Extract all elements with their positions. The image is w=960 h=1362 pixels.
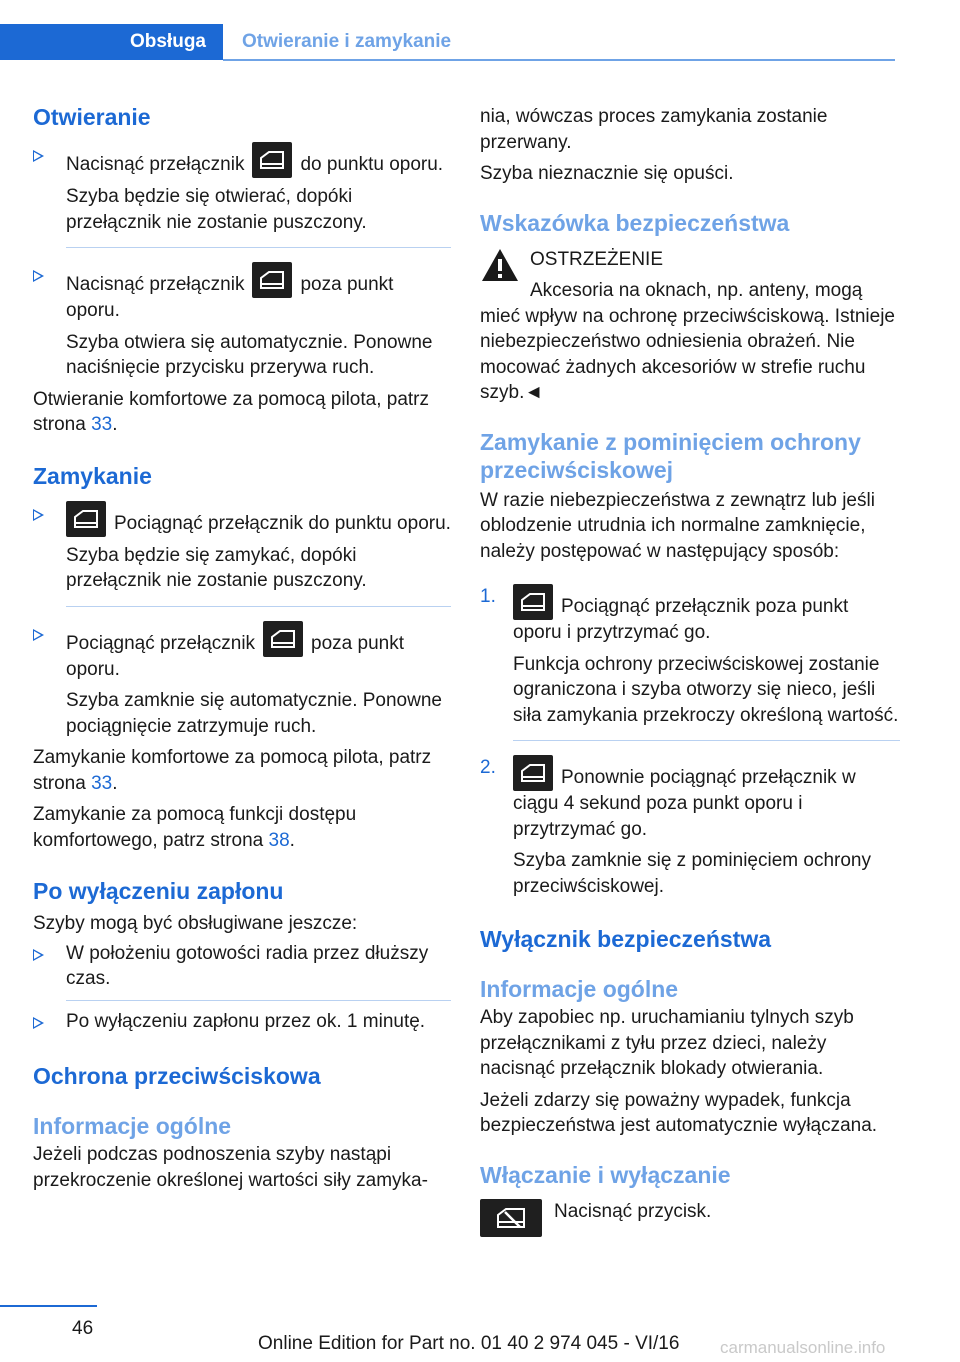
page-link-38[interactable]: 38 xyxy=(268,829,290,851)
footer-divider xyxy=(0,1305,97,1307)
section-title-ochrona: Ochrona przeciwściskowa xyxy=(33,1063,321,1089)
list-item: 2. Ponownie pociągnąć przełącznik w ciągu 4 sekund poza punkt oporu i przytrzymać go. Szyba zamknie się z pominięciem ochrony przeciwściskowej. xyxy=(480,757,871,897)
list-item: Pociągnąć przełącznik poza punkt oporu. Szyba zamknie się automatycznie. Ponowne pociągnięcie zatrzymuje ruch. xyxy=(33,621,451,740)
list-item: 1. Pociągnąć przełącznik poza punkt oporu i przytrzymać go. Funkcja ochrony przeciwściskowej zostanie ograniczona i szyba otworzy się nieco, jeśli siła zamykania przekroczy określoną wartość. xyxy=(480,586,899,726)
warning-label: OSTRZEŻENIE xyxy=(530,248,664,270)
otwieranie-list xyxy=(33,142,451,235)
list-separator xyxy=(66,247,451,248)
subsection-title-bypass: Zamykanie z pominięciem ochrony przeciwściskowej xyxy=(480,428,861,483)
page-link-33[interactable]: 33 xyxy=(91,414,113,435)
bullet-triangle-icon xyxy=(33,270,44,282)
edition-text: Online Edition for Part no. 01 40 2 974 045 - VI/16 xyxy=(258,1333,680,1354)
bullet-triangle-icon xyxy=(33,150,44,162)
subsection-title-wlaczanie: Włączanie i wyłączanie xyxy=(480,1161,731,1188)
subsection-title-wskazowka: Wskazówka bezpieczeństwa xyxy=(480,209,790,236)
tab-otwieranie-i-zamykanie[interactable]: Otwieranie i zamykanie xyxy=(242,31,452,52)
window-switch-icon xyxy=(252,262,292,298)
warning-triangle-icon xyxy=(480,247,520,283)
section-title-wylacznik: Wyłącznik bezpieczeństwa xyxy=(480,926,772,952)
list-item: Nacisnąć przełącznik poza punkt oporu. Szyba otwiera się automatycznie. Ponowne naciśnięcie przycisku przerywa ruch. xyxy=(33,262,451,381)
list-item: Nacisnąć przełącznik do punktu oporu. Szyba będzie się otwierać, dopóki przełącznik nie zostanie puszczony. xyxy=(33,142,451,235)
list-separator xyxy=(66,1000,451,1001)
section-title-otwieranie: Otwieranie xyxy=(33,104,151,130)
list-separator xyxy=(66,606,451,607)
safety-switch-text2: Jeżeli zdarzy się poważny wypadek, funkcja bezpieczeństwa jest automatycznie wyłączana. xyxy=(480,1089,878,1136)
continued-text: nia, wówczas proces zamykania zostanie przerwany. xyxy=(480,106,828,153)
window-switch-icon xyxy=(263,621,303,657)
header-bar xyxy=(0,24,895,62)
left-column xyxy=(33,100,451,1193)
ochrona-text: Jeżeli podczas podnoszenia szyby nastąpi przekroczenie określonej wartości siły zamyka- xyxy=(33,1144,428,1191)
zamykanie-list xyxy=(33,501,451,594)
page-link-33[interactable]: 33 xyxy=(91,772,113,794)
otwieranie-list-2 xyxy=(33,262,451,381)
bypass-steps xyxy=(480,584,900,728)
section-title-po-wylaczeniu: Po wyłączeniu zapłonu xyxy=(33,878,284,904)
page-number: 46 xyxy=(72,1318,94,1339)
right-column xyxy=(480,104,900,1243)
comfort-opening-text: Otwieranie komfortowe za pomocą pilota, patrz strona 33. xyxy=(33,388,430,435)
po-wylaczeniu-list xyxy=(33,941,451,992)
window-lock-switch-icon xyxy=(480,1199,542,1237)
zamykanie-list-2 xyxy=(33,621,451,740)
window-switch-icon xyxy=(66,501,106,537)
header-divider xyxy=(223,59,895,61)
window-switch-icon xyxy=(252,142,292,178)
lower-text: Szyba nieznacznie się opuści. xyxy=(480,163,734,184)
onoff-text: Nacisnąć przycisk. xyxy=(554,1200,712,1222)
po-wylaczeniu-intro: Szyby mogą być obsługiwane jeszcze: xyxy=(33,913,358,934)
tab-obsluga[interactable]: Obsługa xyxy=(0,24,223,60)
subsection-title-informacje-ogolne: Informacje ogólne xyxy=(480,976,679,1002)
bypass-intro: W razie niebezpieczeństwa z zewnątrz lub jeśli oblodzenie utrudnia ich normalne zamknięcie, należy postępować w następujący sposób: xyxy=(480,489,875,562)
list-item: Pociągnąć przełącznik do punktu oporu. Szyba będzie się zamykać, dopóki przełącznik nie zostanie puszczony. xyxy=(33,501,451,594)
bullet-triangle-icon xyxy=(33,949,44,961)
bullet-triangle-icon xyxy=(33,509,44,521)
bullet-triangle-icon xyxy=(33,629,44,641)
warning-text: Akcesoria na oknach, np. anteny, mogą mieć wpływ na ochronę przeciwściskową. Istnieje niebezpieczeństwo odniesienia obrażeń. Nie mocować żadnych akcesoriów w strefie ruchu szyb.◄ xyxy=(480,280,895,403)
warning-block xyxy=(480,247,900,406)
section-title-zamykanie: Zamykanie xyxy=(33,462,152,489)
subsection-title-informacje: Informacje ogólne xyxy=(33,1113,232,1139)
watermark: carmanualsonline.info xyxy=(720,1338,886,1357)
safety-switch-text1: Aby zapobiec np. uruchamianiu tylnych szyb przełącznikami z tyłu przez dzieci, należy nacisnąć przełącznik blokady otwierania. xyxy=(480,1007,854,1079)
bullet-triangle-icon xyxy=(33,1017,44,1029)
list-item: Po wyłączeniu zapłonu przez ok. 1 minutę. xyxy=(33,1009,451,1035)
list-separator xyxy=(513,740,900,741)
onoff-row xyxy=(480,1199,900,1243)
comfort-closing-text: Zamykanie komfortowe za pomocą pilota, patrz strona 33. xyxy=(33,747,432,794)
list-item: W położeniu gotowości radia przez dłuższy czas. xyxy=(33,941,451,992)
po-wylaczeniu-list-2 xyxy=(33,1009,451,1035)
bypass-steps-2 xyxy=(480,755,900,899)
comfort-access-text: Zamykanie za pomocą funkcji dostępu komfortowego, patrz strona 38. xyxy=(33,804,357,851)
window-switch-icon xyxy=(513,755,553,791)
window-switch-icon xyxy=(513,584,553,620)
